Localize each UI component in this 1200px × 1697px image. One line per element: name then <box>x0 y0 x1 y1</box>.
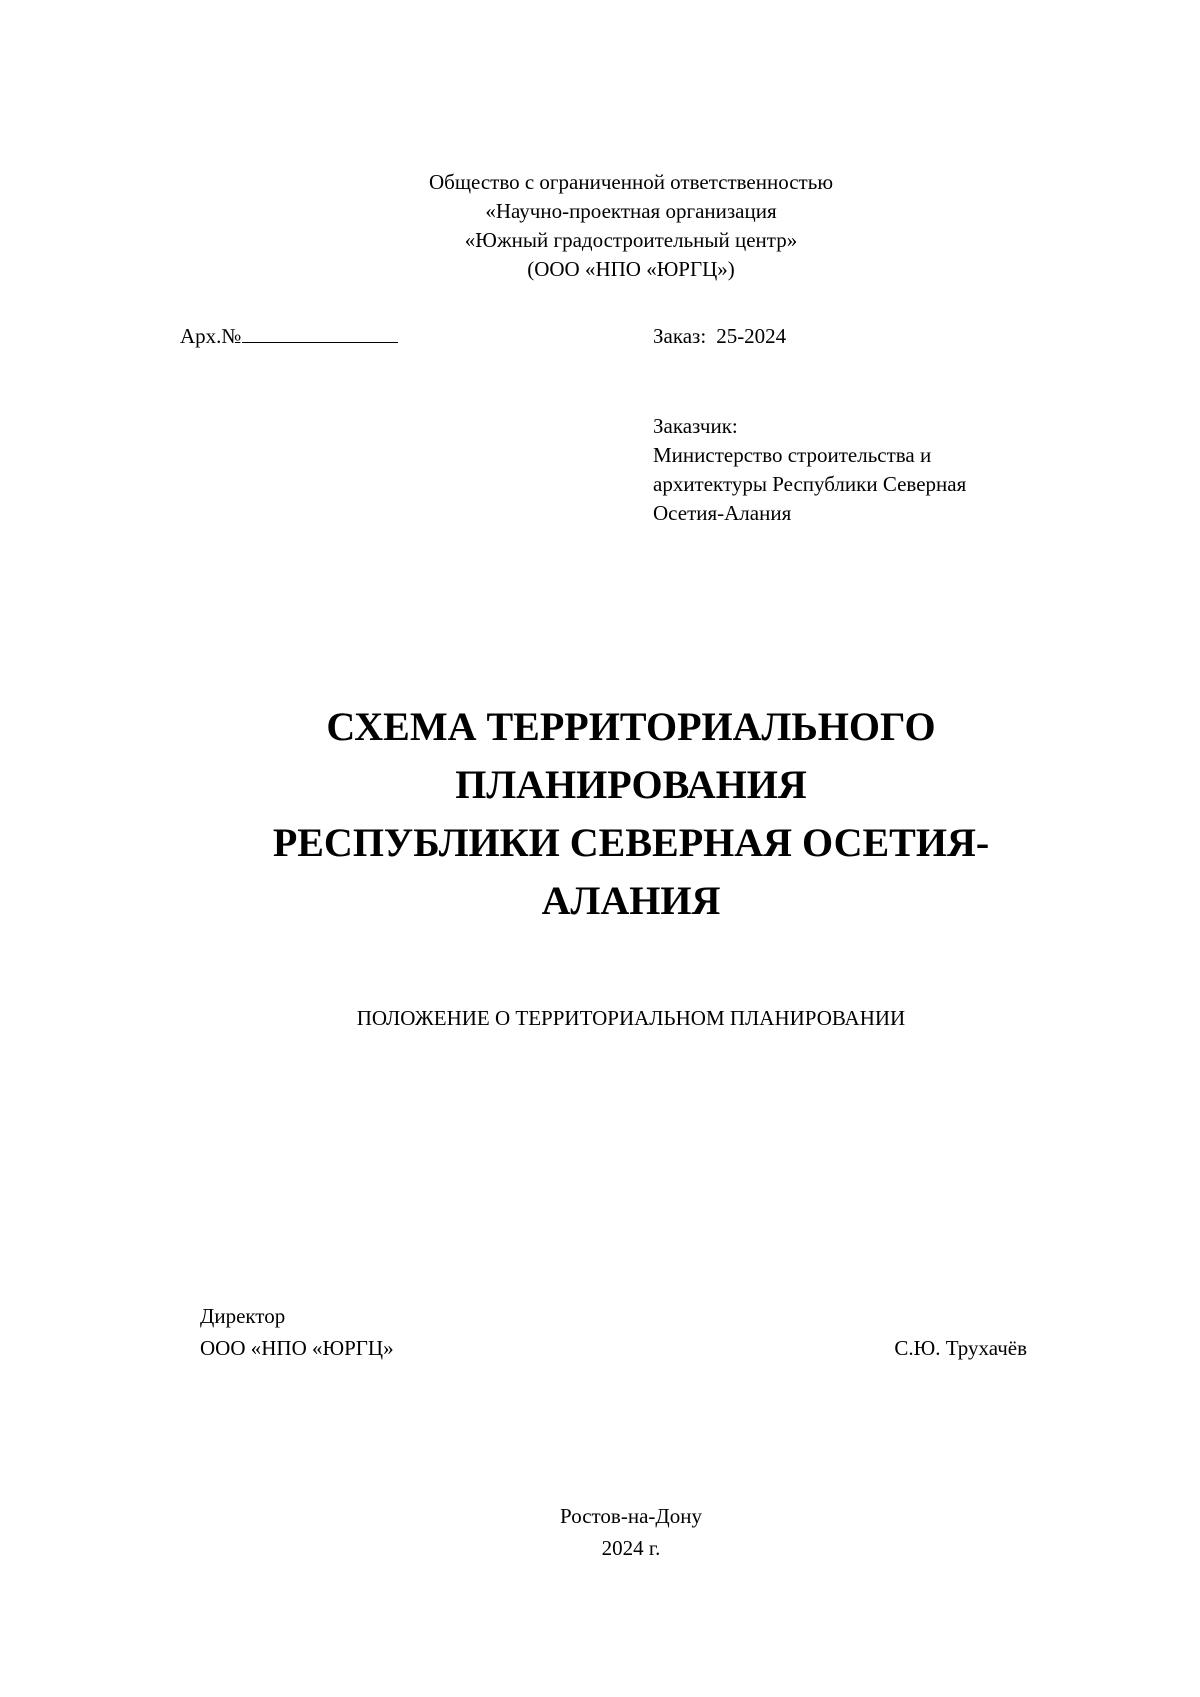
title-line: СХЕМА ТЕРРИТОРИАЛЬНОГО <box>326 704 936 749</box>
footer-year: 2024 г. <box>601 1536 661 1560</box>
footer-block <box>0 1500 1200 1564</box>
director-name: С.Ю. Трухачёв <box>894 1336 1027 1360</box>
organization-line: Общество с ограниченной ответственностью <box>428 170 834 194</box>
customer-block <box>653 412 1073 528</box>
order-number: 25-2024 <box>716 324 787 348</box>
organization-line: (ООО «НПО «ЮРГЦ») <box>527 257 735 281</box>
organization-line: «Научно-проектная организация <box>485 199 777 223</box>
customer-line: Министерство строительства и <box>653 443 932 467</box>
customer-line: архитектуры Республики Северная <box>653 472 967 496</box>
director-block <box>200 1300 394 1364</box>
order-info <box>653 322 786 351</box>
title-line: РЕСПУБЛИКИ СЕВЕРНАЯ ОСЕТИЯ- <box>272 820 990 865</box>
customer-line: Осетия-Алания <box>653 501 792 525</box>
customer-label: Заказчик: <box>653 414 738 438</box>
organization-line: «Южный градостроительный центр» <box>464 228 798 252</box>
archive-number-blank <box>242 322 398 343</box>
title-line: ПЛАНИРОВАНИЯ <box>455 762 807 807</box>
order-label: Заказ: <box>653 324 707 348</box>
director-position: Директор <box>200 1304 286 1328</box>
organization-header <box>0 168 1200 284</box>
archive-label: Арх.№ <box>180 324 242 348</box>
director-company: ООО «НПО «ЮРГЦ» <box>200 1336 394 1360</box>
document-title <box>0 698 1200 930</box>
title-line: АЛАНИЯ <box>541 878 721 923</box>
archive-number <box>180 322 398 351</box>
footer-city: Ростов-на-Дону <box>560 1504 702 1528</box>
document-subtitle: ПОЛОЖЕНИЕ О ТЕРРИТОРИАЛЬНОМ ПЛАНИРОВАНИИ <box>356 1006 906 1030</box>
